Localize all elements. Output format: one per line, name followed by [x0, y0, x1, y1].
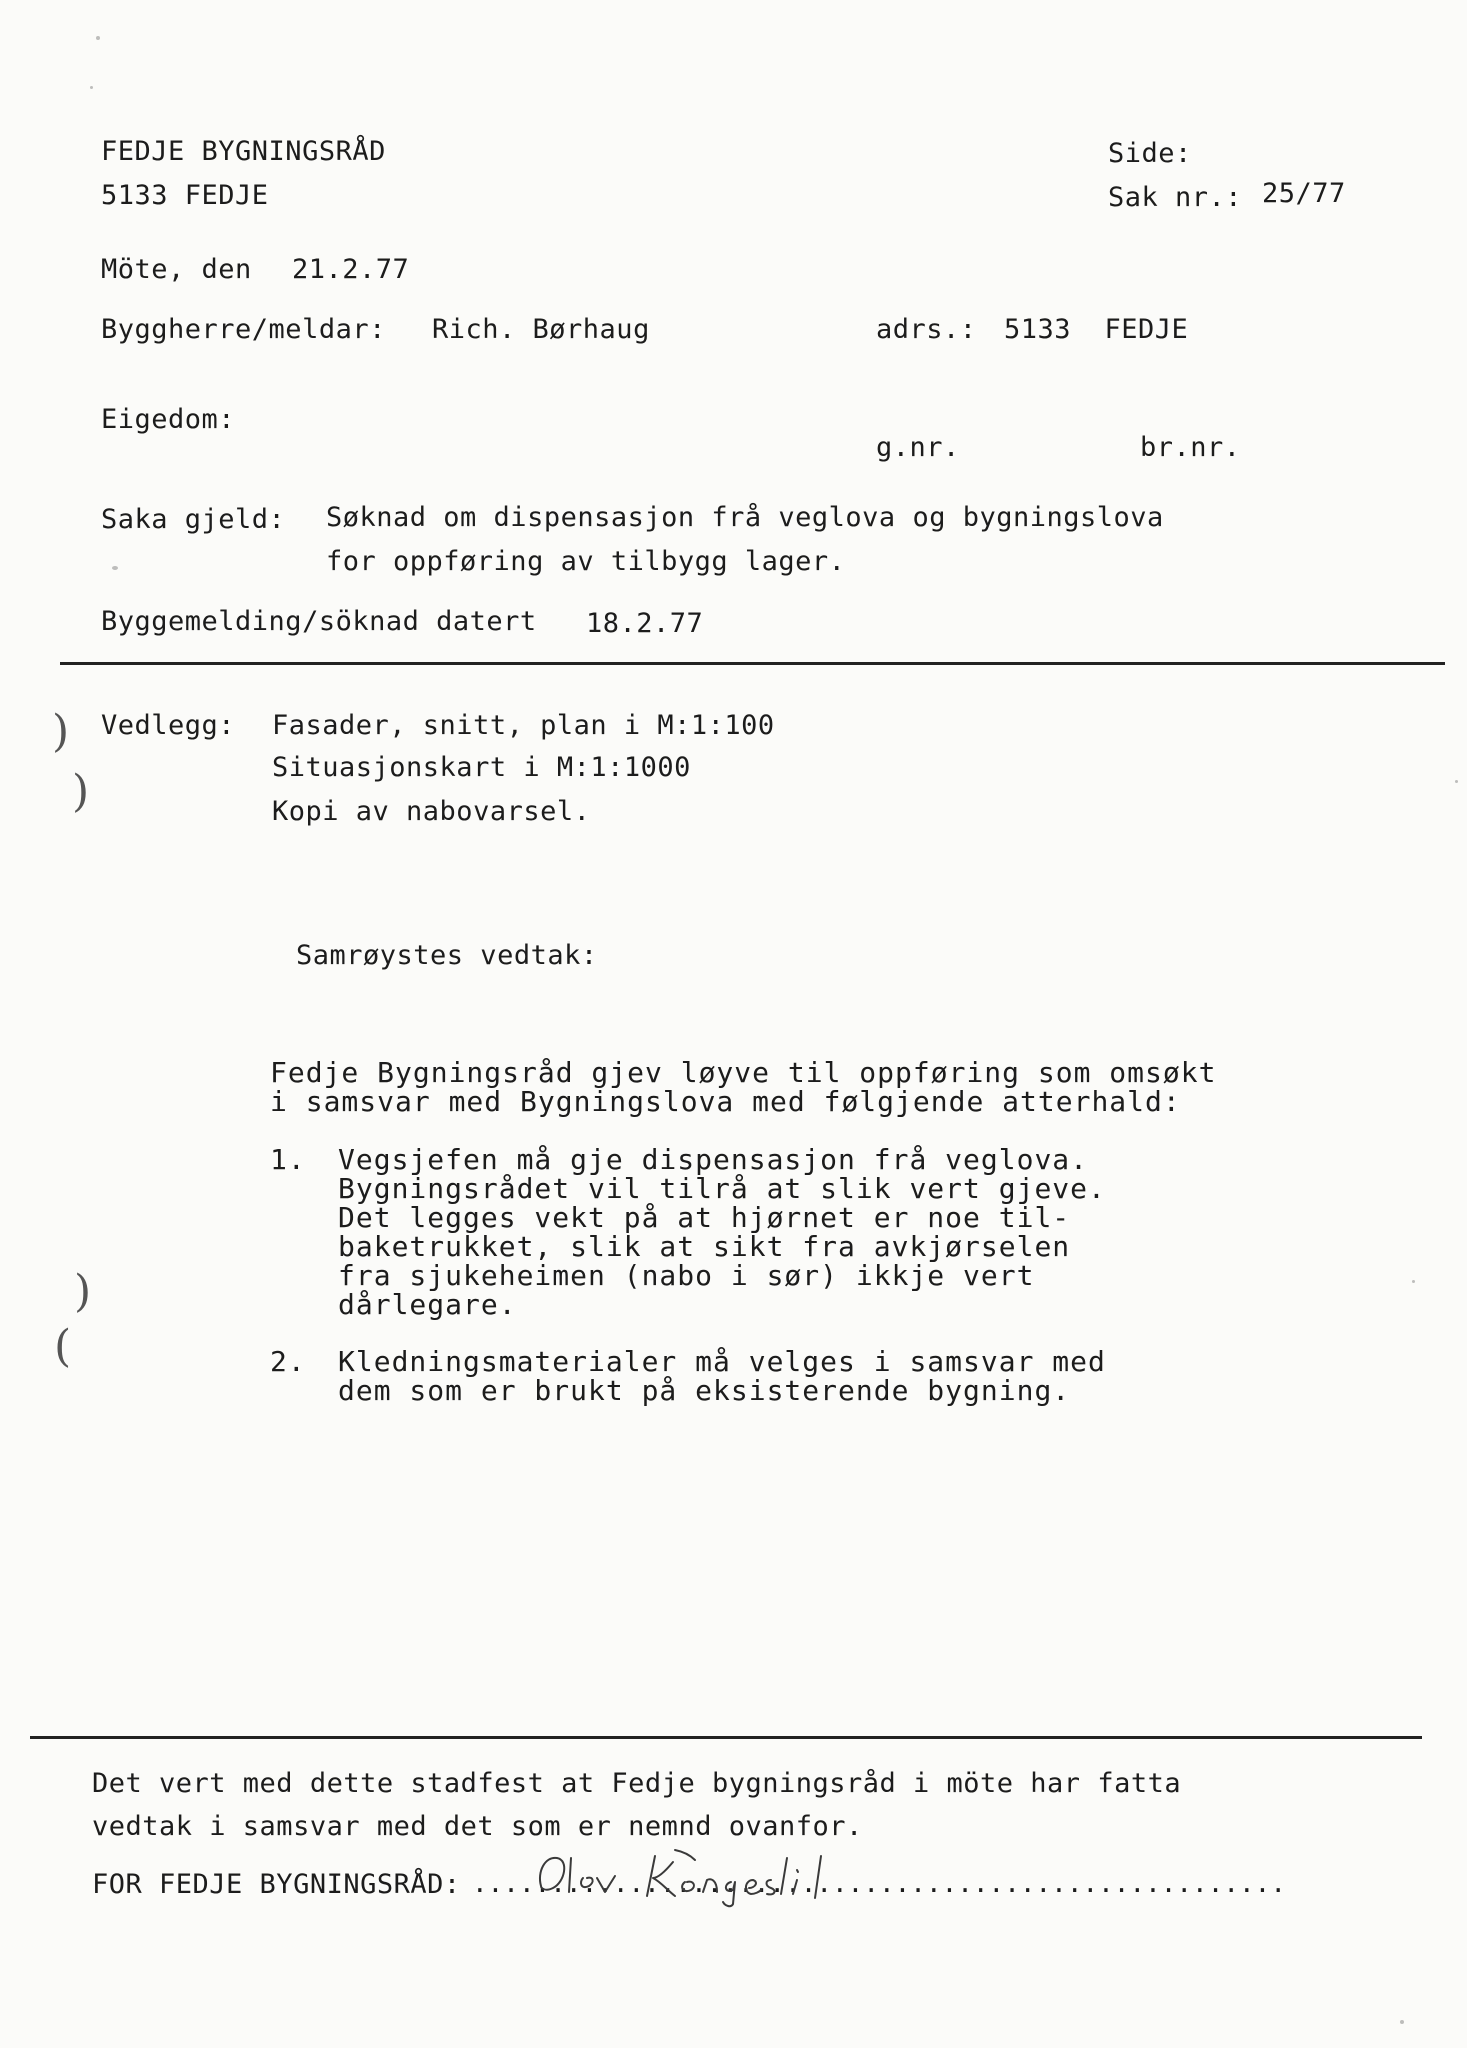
punch-hole-mark: )	[72, 766, 90, 817]
property-label: Eigedom:	[101, 404, 236, 435]
condition-number: 1.	[270, 1143, 306, 1176]
application-date: 18.2.77	[586, 608, 704, 639]
builder-label: Byggherre/meldar:	[101, 314, 386, 345]
condition-line: Kledningsmaterialer må velges i samsvar med	[338, 1345, 1106, 1378]
condition-line: Bygningsrådet vil tilrå at slik vert gjeve.	[338, 1172, 1106, 1205]
scan-speck	[1400, 2020, 1404, 2024]
decision-heading: Samrøystes vedtak:	[296, 940, 598, 971]
org-name: FEDJE BYGNINGSRÅD	[101, 136, 386, 167]
subject-line-1: Søknad om dispensasjon frå veglova og bygningslova	[326, 502, 1164, 533]
condition-line: Det legges vekt på at hjørnet er noe til-	[338, 1201, 1071, 1234]
punch-hole-mark: )	[74, 1266, 92, 1317]
punch-hole-mark: (	[54, 1321, 72, 1372]
subject-line-2: for oppføring av tilbygg lager.	[326, 546, 846, 577]
divider-top	[60, 662, 1445, 665]
attachments-label: Vedlegg:	[101, 710, 236, 741]
sak-value: 25/77	[1262, 178, 1346, 209]
condition-line: fra sjukeheimen (nabo i sør) ikkje vert	[338, 1259, 1035, 1292]
scan-speck	[90, 86, 93, 89]
decision-intro-line-2: i samsvar med Bygningslova med følgjende atterhald:	[270, 1085, 1181, 1118]
subject-label: Saka gjeld:	[101, 504, 286, 535]
attachment-item: Fasader, snitt, plan i M:1:100	[272, 710, 775, 741]
scan-speck	[1455, 780, 1458, 783]
punch-hole-mark: )	[52, 706, 70, 757]
footer-line-1: Det vert med dette stadfest at Fedje bygningsråd i möte har fatta	[92, 1768, 1182, 1799]
brnr-label: br.nr.	[1140, 432, 1241, 463]
application-label: Byggemelding/söknad datert	[101, 606, 537, 637]
decision-intro-line-1: Fedje Bygningsråd gjev løyve til oppføring som omsøkt	[270, 1056, 1217, 1089]
signature-label: FOR FEDJE BYGNINGSRÅD:	[92, 1869, 461, 1900]
org-address: 5133 FEDJE	[101, 180, 269, 211]
scan-speck	[1412, 1280, 1415, 1283]
scan-speck	[112, 566, 118, 570]
signature-dotted-line: ....................................................	[472, 1869, 1286, 1899]
side-label: Side:	[1108, 138, 1192, 169]
condition-line: dårlegare.	[338, 1288, 517, 1321]
address-value: 5133 FEDJE	[1004, 314, 1189, 345]
footer-line-2: vedtak i samsvar med det som er nemnd ovanfor.	[92, 1811, 863, 1842]
attachment-item: Kopi av nabovarsel.	[272, 796, 591, 827]
scan-speck	[96, 36, 100, 40]
meeting-label: Möte, den	[101, 254, 252, 285]
condition-line: Vegsjefen må gje dispensasjon frå veglova.	[338, 1143, 1089, 1176]
address-label: adrs.:	[876, 314, 977, 345]
sak-label: Sak nr.:	[1108, 182, 1243, 213]
divider-bottom	[30, 1736, 1422, 1739]
condition-line: dem som er brukt på eksisterende bygning.	[338, 1374, 1071, 1407]
condition-line: baketrukket, slik at sikt fra avkjørselen	[338, 1230, 1071, 1263]
condition-number: 2.	[270, 1345, 306, 1378]
attachment-item: Situasjonskart i M:1:1000	[272, 752, 691, 783]
handwritten-signature	[535, 1848, 895, 1908]
builder-name: Rich. Børhaug	[432, 314, 650, 345]
gnr-label: g.nr.	[876, 432, 960, 463]
meeting-date: 21.2.77	[292, 254, 410, 285]
